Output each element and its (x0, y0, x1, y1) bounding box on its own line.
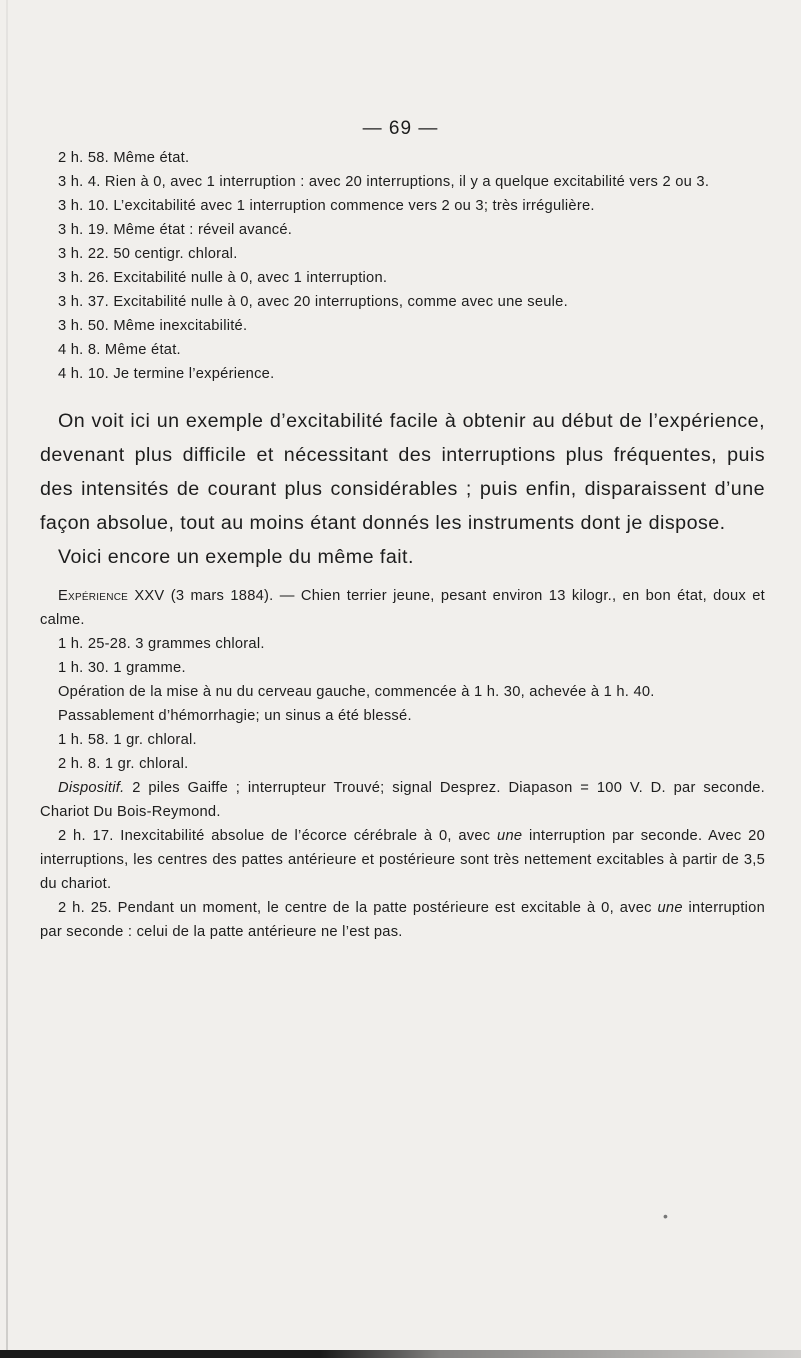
experiment-header (40, 584, 765, 632)
dispositif-text: 2 piles Gaiffe ; interrupteur Trouvé; signal Desprez. Diapason = 100 V. D. par seconde. Chariot Du Bois-Reymond. (40, 780, 765, 820)
commentary (40, 404, 765, 574)
dispositif-label: Dispositif. (58, 780, 125, 796)
entry-text: 2 h. 25. Pendant un moment, le centre de la patte postérieure est excitable à 0, avec (58, 900, 658, 916)
page-body (40, 146, 765, 944)
log-entry: 4 h. 10. Je termine l’expérience. (58, 366, 275, 382)
page-bottom-edge-shadow (0, 1350, 801, 1358)
page-number: — 69 — (362, 118, 439, 139)
experiment-entry (40, 824, 765, 896)
log-entry: 3 h. 26. Excitabilité nulle à 0, avec 1 interruption. (58, 270, 388, 286)
entry-text: 2 h. 17. Inexcitabilité absolue de l’écorce cérébrale à 0, avec (58, 828, 498, 844)
page-left-edge-shadow (6, 0, 8, 1358)
log-entry: 3 h. 10. L’excitabilité avec 1 interruption commence vers 2 ou 3; très irrégulière. (58, 198, 595, 214)
commentary-paragraph: On voit ici un exemple d’excitabilité facile à obtenir au début de l’expérience, devenant plus difficile et nécessitant des interruptions plus fréquentes, puis des intensités de courant plus considérables ; puis enfin, disparaissent d’une façon absolue, tout au moins étant donnés les instruments dont je dispose. (40, 410, 765, 534)
commentary-paragraph: Voici encore un exemple du même fait. (58, 546, 414, 568)
stray-ink-mark: • (663, 1208, 668, 1224)
log-entry: 3 h. 19. Même état : réveil avancé. (58, 222, 293, 238)
dispositif-entry (40, 776, 765, 824)
log-entry: 3 h. 37. Excitabilité nulle à 0, avec 20 interruptions, comme avec une seule. (58, 294, 568, 310)
log-entry: 2 h. 58. Même état. (58, 150, 190, 166)
entry-emphasis: une (497, 828, 523, 844)
log-entry: 4 h. 8. Même état. (58, 342, 181, 358)
experiment-entry: 1 h. 25-28. 3 grammes chloral. (58, 636, 265, 652)
experiment-label: Expérience XXV (58, 588, 165, 604)
log-entry: 3 h. 22. 50 centigr. chloral. (58, 246, 238, 262)
log-entry: 3 h. 4. Rien à 0, avec 1 interruption : avec 20 interruptions, il y a quelque excitabilité vers 2 ou 3. (58, 174, 710, 190)
entry-text: interruption par seconde : celui de la patte antérieure ne l’est pas. (40, 900, 765, 940)
experiment-xxv (40, 584, 765, 944)
entry-text: interruption par seconde. Avec 20 interruptions, les centres des pattes antérieure et postérieure sont très nettement excitables à partir de 3,5 du chariot. (40, 828, 766, 892)
experiment-entry: 1 h. 58. 1 gr. chloral. (58, 732, 197, 748)
log-entries (40, 146, 765, 386)
entry-emphasis: une (657, 900, 683, 916)
experiment-entry: 2 h. 8. 1 gr. chloral. (58, 756, 189, 772)
experiment-entry: 1 h. 30. 1 gramme. (58, 660, 186, 676)
experiment-entry: Passablement d’hémorrhagie; un sinus a été blessé. (58, 708, 412, 724)
experiment-header-text: (3 mars 1884). — Chien terrier jeune, pesant environ 13 kilogr., en bon état, doux et calme. (40, 588, 765, 628)
experiment-entry: Opération de la mise à nu du cerveau gauche, commencée à 1 h. 30, achevée à 1 h. 40. (58, 684, 655, 700)
log-entry: 3 h. 50. Même inexcitabilité. (58, 318, 248, 334)
experiment-entry (40, 896, 765, 944)
